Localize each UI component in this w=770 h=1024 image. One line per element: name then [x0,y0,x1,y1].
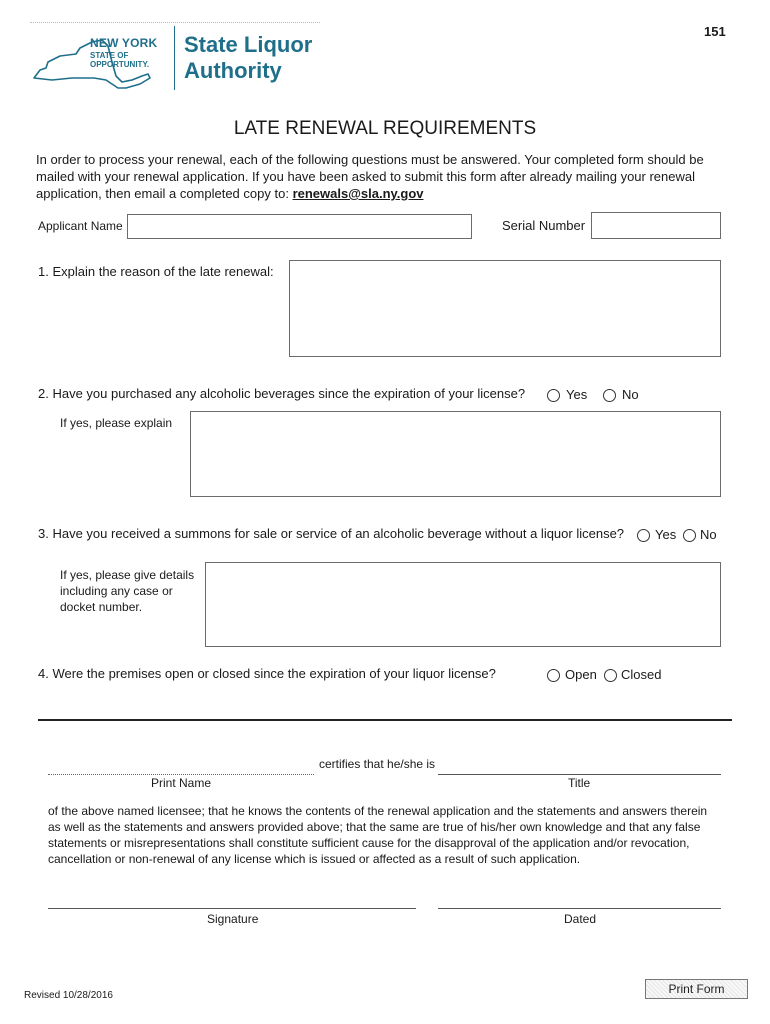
print-name-field[interactable] [48,758,314,774]
q2-yes-label: Yes [566,387,588,402]
applicant-name-field[interactable] [127,214,472,239]
dated-line [438,908,721,909]
q4-closed-radio[interactable] [604,669,617,682]
logo-state-line1: NEW YORK [90,36,158,50]
dated-field[interactable] [438,892,721,908]
form-number: 151 [704,24,726,39]
certification-statement: of the above named licensee; that he knows the contents of the renewal application and the statements and answers therein as well as the statements and answers provided above; that the same are true of his/her own knowledge and that any false statements or misrepresentations shall constitute sufficient cause for the disapproval of the application and/or revocation, cancellation or non-renewal of any license which is issued or affected as a result of such application. [48,804,708,866]
question-2-label: 2. Have you purchased any alcoholic beverages since the expiration of your license? [38,386,526,401]
q3-details-field[interactable] [205,562,721,647]
applicant-name-label: Applicant Name [38,219,123,233]
logo-state-line2: STATE OF [90,51,129,60]
q4-open-label: Open [565,667,597,682]
q3-details-line1: If yes, please give details [60,568,195,582]
serial-number-field[interactable] [591,212,721,239]
q3-details-label [60,567,194,615]
logo-agency-line1: State Liquor [184,32,313,57]
q3-details-line3: docket number. [60,600,143,614]
intro-paragraph [36,151,732,202]
q3-no-radio[interactable] [683,529,696,542]
print-name-label: Print Name [151,776,212,790]
print-name-line [48,774,314,775]
signature-label: Signature [207,912,259,926]
title-label: Title [568,776,591,790]
page-title: LATE RENEWAL REQUIREMENTS [233,118,537,139]
question-4-label: 4. Were the premises open or closed since the expiration of your liquor license? [38,666,496,681]
question-1-label: 1. Explain the reason of the late renewal: [38,264,274,279]
revised-date: Revised 10/28/2016 [24,990,113,1001]
signature-field[interactable] [48,892,416,908]
q2-no-radio[interactable] [603,389,616,402]
signature-line [48,908,416,909]
serial-number-label: Serial Number [502,218,586,233]
logo [30,22,320,94]
logo-agency-line2: Authority [184,58,282,83]
title-field[interactable] [438,758,721,774]
dated-label: Dated [564,912,597,926]
section-divider [38,719,732,721]
q2-no-label: No [622,387,639,402]
q4-open-radio[interactable] [547,669,560,682]
q3-details-line2: including any case or [60,584,173,598]
q2-yes-radio[interactable] [547,389,560,402]
logo-divider [174,26,175,90]
title-line [438,774,721,775]
certifies-text: certifies that he/she is [319,757,436,771]
late-renewal-reason-field[interactable] [289,260,721,357]
question-3-label: 3. Have you received a summons for sale or service of an alcoholic beverage without a liquor license? [38,526,625,541]
q2-explain-label: If yes, please explain [60,416,173,430]
print-form-button[interactable]: Print Form [645,979,748,999]
renewal-email-link[interactable]: renewals@sla.ny.gov [292,186,424,201]
logo-state-line3: OPPORTUNITY. [90,60,150,69]
q3-yes-radio[interactable] [637,529,650,542]
q4-closed-label: Closed [621,667,662,682]
q3-no-label: No [700,527,717,542]
q3-yes-label: Yes [655,527,677,542]
q2-explain-field[interactable] [190,411,721,497]
intro-text: In order to process your renewal, each of the following questions must be answered. Your completed form should be mailed with your renewal application. If you have been asked to submit this form after already mailing your renewal application, then email a completed copy to: [36,152,704,201]
